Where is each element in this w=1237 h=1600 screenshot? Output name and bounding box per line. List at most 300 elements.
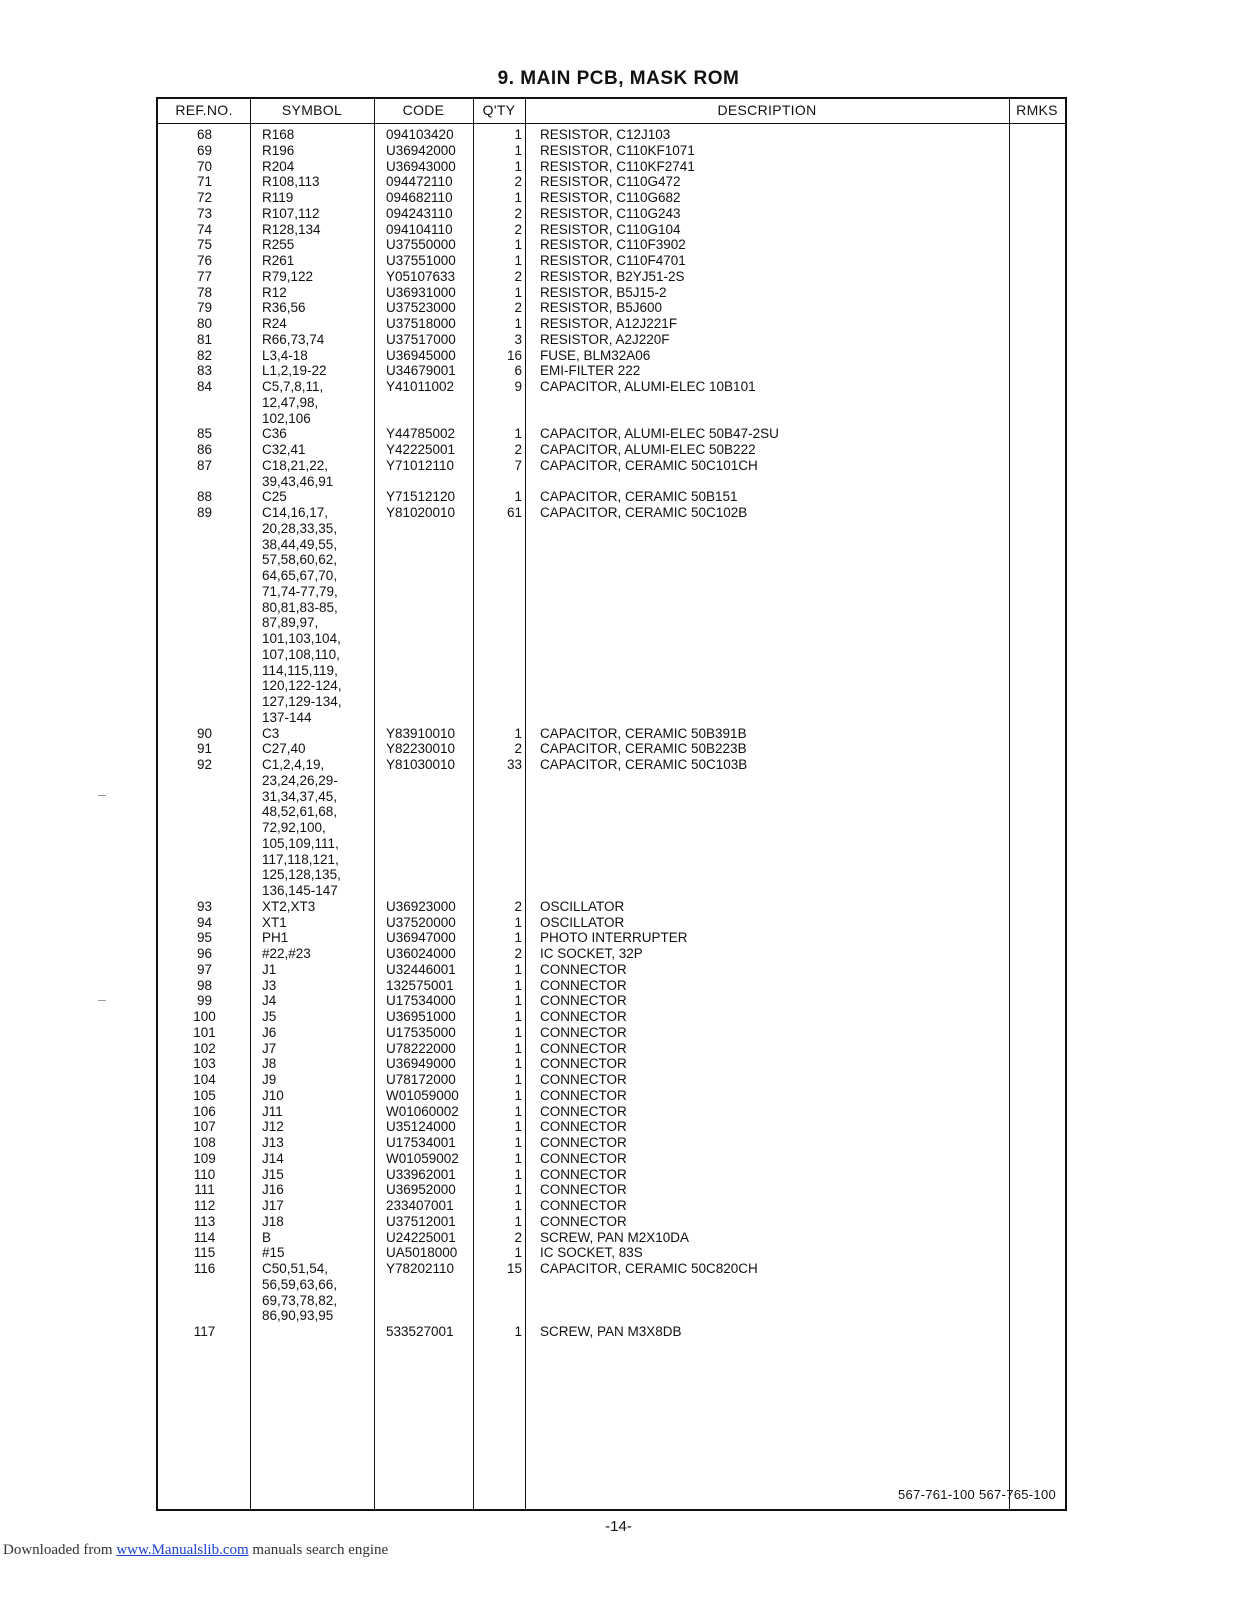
description-cell: RESISTOR, C110G682 xyxy=(540,190,681,205)
code-cell: 094682110 xyxy=(386,190,453,205)
symbol-cell: 105,109,111, xyxy=(262,835,339,851)
symbol-cell: 136,145-147 xyxy=(262,883,338,898)
table-row xyxy=(158,348,1065,364)
symbol-cell: J1 xyxy=(262,961,277,977)
ref-no-cell: 106 xyxy=(193,1103,216,1119)
symbol-cell: 137-144 xyxy=(262,709,312,725)
description-cell: FUSE, BLM32A06 xyxy=(540,347,651,363)
table-row-continuation xyxy=(158,474,1065,490)
ref-no-cell: 109 xyxy=(193,1150,216,1166)
code-cell: Y78202110 xyxy=(386,1261,455,1276)
description-cell: CONNECTOR xyxy=(540,1056,627,1072)
table-row xyxy=(158,143,1065,159)
description-cell: CONNECTOR xyxy=(540,1009,627,1024)
table-row xyxy=(158,1104,1065,1120)
description-cell: CONNECTOR xyxy=(540,1072,627,1087)
symbol-cell: B xyxy=(262,1229,272,1245)
code-cell: Y71512120 xyxy=(386,489,456,505)
ref-no-cell: 79 xyxy=(196,300,213,316)
table-row xyxy=(158,1041,1065,1057)
table-row-continuation xyxy=(158,584,1065,600)
symbol-cell: 114,115,119, xyxy=(262,662,338,678)
symbol-cell: 39,43,46,91 xyxy=(262,473,334,489)
ref-no-cell: 99 xyxy=(196,993,213,1009)
code-cell: U33962001 xyxy=(386,1166,456,1182)
code-cell: Y71012110 xyxy=(386,457,455,473)
header-symbol: SYMBOL xyxy=(281,102,343,118)
table-row-continuation xyxy=(158,836,1065,852)
table-row xyxy=(158,379,1065,395)
table-row xyxy=(158,1056,1065,1072)
qty-cell: 2 xyxy=(514,1229,522,1245)
symbol-cell: J10 xyxy=(262,1087,284,1103)
table-row xyxy=(158,1324,1065,1340)
header-remarks: RMKS xyxy=(1016,102,1058,118)
table-row xyxy=(158,978,1065,994)
description-cell: CAPACITOR, ALUMI-ELEC 10B101 xyxy=(540,379,756,394)
symbol-cell: 69,73,78,82, xyxy=(262,1292,338,1308)
table-row-continuation xyxy=(158,568,1065,584)
page-title: 9. MAIN PCB, MASK ROM xyxy=(497,68,740,89)
table-row-continuation xyxy=(158,600,1065,616)
code-cell: UA5018000 xyxy=(386,1245,458,1261)
table-row xyxy=(158,442,1065,458)
ref-no-cell: 96 xyxy=(196,946,213,961)
description-cell: CONNECTOR xyxy=(540,1198,627,1213)
ref-no-cell: 112 xyxy=(193,1198,216,1213)
symbol-cell: 102,106 xyxy=(262,410,311,426)
table-row-continuation xyxy=(158,521,1065,537)
scan-mark xyxy=(98,1000,106,1001)
ref-no-cell: 86 xyxy=(196,442,213,457)
table-row xyxy=(158,726,1065,742)
description-cell: RESISTOR, C110F3902 xyxy=(540,237,686,253)
description-cell: CAPACITOR, ALUMI-ELEC 50B222 xyxy=(540,442,756,457)
ref-no-cell: 90 xyxy=(196,725,213,741)
table-row-continuation xyxy=(158,867,1065,883)
ref-no-cell: 77 xyxy=(196,268,213,284)
qty-cell: 2 xyxy=(514,741,522,757)
scan-mark xyxy=(98,795,106,796)
symbol-cell: R196 xyxy=(262,142,295,158)
code-cell: U36923000 xyxy=(386,898,456,914)
description-cell: RESISTOR, C110G472 xyxy=(540,174,681,190)
description-cell: CONNECTOR xyxy=(540,977,627,993)
symbol-cell: 38,44,49,55, xyxy=(262,536,338,552)
table-row xyxy=(158,1167,1065,1183)
symbol-cell: J9 xyxy=(262,1072,277,1087)
description-cell: RESISTOR, C110KF1071 xyxy=(540,142,695,158)
code-cell: U36947000 xyxy=(386,930,456,946)
description-cell: CAPACITOR, CERAMIC 50C820CH xyxy=(540,1261,758,1276)
symbol-cell: C25 xyxy=(262,489,287,505)
qty-cell: 1 xyxy=(514,914,522,930)
manualslib-link[interactable]: www.Manualslib.com xyxy=(116,1542,249,1558)
symbol-cell: 64,65,67,70, xyxy=(262,568,338,583)
description-cell: CONNECTOR xyxy=(540,1135,627,1150)
qty-cell: 1 xyxy=(514,1135,522,1150)
description-cell: SCREW, PAN M3X8DB xyxy=(540,1324,682,1339)
qty-cell: 1 xyxy=(514,142,522,158)
code-cell: Y41011002 xyxy=(386,379,455,394)
symbol-cell: J16 xyxy=(262,1182,284,1198)
qty-cell: 2 xyxy=(514,442,522,457)
ref-no-cell: 78 xyxy=(196,284,213,300)
table-row xyxy=(158,1009,1065,1025)
description-cell: RESISTOR, C110F4701 xyxy=(540,253,686,268)
symbol-cell: 86,90,93,95 xyxy=(262,1308,334,1324)
code-cell: U35124000 xyxy=(386,1119,456,1135)
symbol-cell: C32,41 xyxy=(262,442,306,457)
code-cell: 094104110 xyxy=(386,221,453,237)
code-cell: W01059000 xyxy=(386,1087,459,1103)
code-cell: U17535000 xyxy=(386,1024,456,1040)
description-cell: CONNECTOR xyxy=(540,1150,627,1166)
code-cell: Y81020010 xyxy=(386,505,456,520)
code-cell: U36931000 xyxy=(386,284,456,300)
code-cell: U78222000 xyxy=(386,1040,456,1056)
symbol-cell: J12 xyxy=(262,1119,284,1135)
table-row xyxy=(158,1088,1065,1104)
ref-no-cell: 75 xyxy=(196,237,213,253)
qty-cell: 2 xyxy=(514,946,522,961)
table-row-continuation xyxy=(158,852,1065,868)
description-cell: CONNECTOR xyxy=(540,1119,627,1135)
ref-no-cell: 107 xyxy=(193,1119,216,1135)
description-cell: CONNECTOR xyxy=(540,1182,627,1198)
table-row xyxy=(158,1151,1065,1167)
description-cell: CONNECTOR xyxy=(540,1087,627,1103)
ref-no-cell: 103 xyxy=(193,1056,216,1072)
description-cell: CONNECTOR xyxy=(540,1166,627,1182)
table-row xyxy=(158,930,1065,946)
table-row-continuation xyxy=(158,411,1065,427)
symbol-cell: J17 xyxy=(262,1198,284,1213)
header-ref-no: REF.NO. xyxy=(175,102,233,118)
table-row xyxy=(158,1261,1065,1277)
qty-cell: 1 xyxy=(514,1103,522,1119)
description-cell: RESISTOR, A12J221F xyxy=(540,316,678,331)
table-row xyxy=(158,222,1065,238)
symbol-cell: 57,58,60,62, xyxy=(262,552,338,568)
table-row xyxy=(158,1072,1065,1088)
table-row xyxy=(158,316,1065,332)
table-row-continuation xyxy=(158,883,1065,899)
qty-cell: 1 xyxy=(514,127,522,142)
code-cell: Y83910010 xyxy=(386,725,456,741)
symbol-cell: L3,4-18 xyxy=(262,347,308,363)
description-cell: CAPACITOR, CERAMIC 50B391B xyxy=(540,725,747,741)
description-cell: EMI-FILTER 222 xyxy=(540,363,641,379)
code-cell: U36951000 xyxy=(386,1009,456,1024)
ref-no-cell: 110 xyxy=(193,1166,216,1182)
description-cell: RESISTOR, C110G104 xyxy=(540,221,681,237)
table-row xyxy=(158,206,1065,222)
header-description: DESCRIPTION xyxy=(717,102,817,118)
table-row xyxy=(158,253,1065,269)
ref-no-cell: 68 xyxy=(196,127,213,142)
description-cell: RESISTOR, B5J600 xyxy=(540,300,663,316)
table-row-continuation xyxy=(158,678,1065,694)
symbol-cell: C27,40 xyxy=(262,741,306,757)
code-cell: U36952000 xyxy=(386,1182,456,1198)
qty-cell: 1 xyxy=(514,1119,522,1135)
symbol-cell: 117,118,121, xyxy=(262,851,339,867)
symbol-cell: J8 xyxy=(262,1056,277,1072)
table-row xyxy=(158,1182,1065,1198)
description-cell: CONNECTOR xyxy=(540,993,627,1009)
qty-cell: 1 xyxy=(514,1056,522,1072)
table-row xyxy=(158,1025,1065,1041)
symbol-cell: J7 xyxy=(262,1040,277,1056)
symbol-cell: #22,#23 xyxy=(262,946,311,961)
ref-no-cell: 98 xyxy=(196,977,213,993)
symbol-cell: C5,7,8,11, xyxy=(262,379,324,394)
symbol-cell: XT1 xyxy=(262,914,287,930)
qty-cell: 7 xyxy=(514,457,522,473)
qty-cell: 2 xyxy=(514,898,522,914)
symbol-cell: 87,89,97, xyxy=(262,615,319,631)
table-row xyxy=(158,159,1065,175)
table-row xyxy=(158,174,1065,190)
code-cell: 094243110 xyxy=(386,205,453,221)
table-row xyxy=(158,1135,1065,1151)
table-row xyxy=(158,915,1065,931)
qty-cell: 15 xyxy=(506,1261,522,1276)
symbol-cell: 101,103,104, xyxy=(262,631,341,646)
ref-no-cell: 69 xyxy=(196,142,213,158)
table-row xyxy=(158,757,1065,773)
symbol-cell: R107,112 xyxy=(262,205,320,221)
table-row xyxy=(158,363,1065,379)
symbol-cell: J3 xyxy=(262,977,277,993)
table-row-continuation xyxy=(158,773,1065,789)
table-row xyxy=(158,1214,1065,1230)
header-code: CODE xyxy=(402,102,445,118)
description-cell: RESISTOR, C110KF2741 xyxy=(540,158,695,174)
description-cell: CAPACITOR, CERAMIC 50C103B xyxy=(540,757,748,772)
qty-cell: 1 xyxy=(514,489,522,505)
code-cell: U37517000 xyxy=(386,331,456,347)
qty-cell: 1 xyxy=(514,977,522,993)
symbol-cell: J15 xyxy=(262,1166,284,1182)
header-qty: Q'TY xyxy=(482,102,516,118)
ref-no-cell: 102 xyxy=(193,1040,216,1056)
description-cell: CAPACITOR, CERAMIC 50C102B xyxy=(540,505,748,520)
qty-cell: 1 xyxy=(514,930,522,946)
code-cell: Y81030010 xyxy=(386,757,456,772)
qty-cell: 16 xyxy=(506,347,522,363)
qty-cell: 2 xyxy=(514,268,522,284)
code-cell: Y82230010 xyxy=(386,741,456,757)
ref-no-cell: 117 xyxy=(193,1324,216,1339)
symbol-cell: C1,2,4,19, xyxy=(262,757,325,772)
ref-no-cell: 92 xyxy=(196,757,213,772)
qty-cell: 1 xyxy=(514,1198,522,1213)
ref-no-cell: 82 xyxy=(196,347,213,363)
code-cell: U37523000 xyxy=(386,300,456,316)
symbol-cell: R108,113 xyxy=(262,174,320,190)
qty-cell: 1 xyxy=(514,1087,522,1103)
table-row-continuation xyxy=(158,1308,1065,1324)
ref-no-cell: 100 xyxy=(193,1009,216,1024)
code-cell: U37512001 xyxy=(386,1213,456,1229)
table-row xyxy=(158,489,1065,505)
qty-cell: 33 xyxy=(506,757,522,772)
table-row-continuation xyxy=(158,694,1065,710)
description-cell: PHOTO INTERRUPTER xyxy=(540,930,688,946)
footer-suffix: manuals search engine xyxy=(248,1542,389,1558)
description-cell: RESISTOR, C12J103 xyxy=(540,127,671,142)
qty-cell: 1 xyxy=(514,1040,522,1056)
symbol-cell: XT2,XT3 xyxy=(262,898,316,914)
symbol-cell: R36,56 xyxy=(262,300,306,316)
description-cell: RESISTOR, B2YJ51-2S xyxy=(540,268,685,284)
code-cell: U37520000 xyxy=(386,914,456,930)
model-numbers: 567-761-100 567-765-100 xyxy=(898,1487,1056,1502)
symbol-cell: C36 xyxy=(262,426,287,442)
description-cell: CAPACITOR, ALUMI-ELEC 50B47-2SU xyxy=(540,426,779,442)
code-cell: Y05107633 xyxy=(386,268,456,284)
symbol-cell: 72,92,100, xyxy=(262,820,326,835)
table-row-continuation xyxy=(158,647,1065,663)
symbol-cell: C14,16,17, xyxy=(262,505,329,520)
code-cell: U36024000 xyxy=(386,946,456,961)
table-row xyxy=(158,962,1065,978)
symbol-cell: J4 xyxy=(262,993,277,1009)
ref-no-cell: 85 xyxy=(196,426,213,442)
qty-cell: 1 xyxy=(514,1009,522,1024)
description-cell: CONNECTOR xyxy=(540,1040,627,1056)
ref-no-cell: 80 xyxy=(196,316,213,331)
symbol-cell: 56,59,63,66, xyxy=(262,1276,338,1292)
qty-cell: 1 xyxy=(514,426,522,442)
description-cell: CAPACITOR, CERAMIC 50B223B xyxy=(540,741,747,757)
qty-cell: 2 xyxy=(514,221,522,237)
qty-cell: 1 xyxy=(514,253,522,268)
code-cell: W01059002 xyxy=(386,1150,459,1166)
ref-no-cell: 84 xyxy=(196,379,213,394)
qty-cell: 1 xyxy=(514,1245,522,1261)
ref-no-cell: 88 xyxy=(196,489,213,505)
table-row xyxy=(158,1230,1065,1246)
table-row-continuation xyxy=(158,1293,1065,1309)
qty-cell: 9 xyxy=(514,379,522,394)
description-cell: CONNECTOR xyxy=(540,1103,627,1119)
symbol-cell: 12,47,98, xyxy=(262,394,319,410)
symbol-cell: R168 xyxy=(262,127,295,142)
description-cell: CAPACITOR, CERAMIC 50B151 xyxy=(540,489,738,505)
ref-no-cell: 91 xyxy=(196,741,213,757)
symbol-cell: C18,21,22, xyxy=(262,457,329,473)
table-row-continuation xyxy=(158,552,1065,568)
code-cell: 094103420 xyxy=(386,127,454,142)
ref-no-cell: 113 xyxy=(193,1213,216,1229)
code-cell: Y44785002 xyxy=(386,426,456,442)
symbol-cell: #15 xyxy=(262,1245,285,1261)
code-cell: 533527001 xyxy=(386,1324,454,1339)
table-body xyxy=(158,127,1065,1340)
ref-no-cell: 87 xyxy=(196,457,213,473)
description-cell: SCREW, PAN M2X10DA xyxy=(540,1229,690,1245)
ref-no-cell: 101 xyxy=(193,1024,216,1040)
symbol-cell: R24 xyxy=(262,316,287,331)
code-cell: 132575001 xyxy=(386,977,454,993)
symbol-cell: J18 xyxy=(262,1213,284,1229)
symbol-cell: R66,73,74 xyxy=(262,331,325,347)
qty-cell: 1 xyxy=(514,1166,522,1182)
qty-cell: 1 xyxy=(514,1024,522,1040)
description-cell: CONNECTOR xyxy=(540,1213,627,1229)
code-cell: W01060002 xyxy=(386,1103,459,1119)
table-row xyxy=(158,993,1065,1009)
code-cell: U37518000 xyxy=(386,316,456,331)
ref-no-cell: 70 xyxy=(196,158,213,174)
table-row xyxy=(158,127,1065,143)
ref-no-cell: 116 xyxy=(193,1261,216,1276)
qty-cell: 1 xyxy=(514,158,522,174)
table-row xyxy=(158,505,1065,521)
table-row-continuation xyxy=(158,615,1065,631)
qty-cell: 1 xyxy=(514,993,522,1009)
ref-no-cell: 94 xyxy=(196,914,213,930)
symbol-cell: 48,52,61,68, xyxy=(262,804,338,820)
table-row xyxy=(158,332,1065,348)
download-footer xyxy=(3,1542,388,1559)
code-cell: U36942000 xyxy=(386,142,456,158)
qty-cell: 1 xyxy=(514,316,522,331)
qty-cell: 1 xyxy=(514,1213,522,1229)
symbol-cell: 31,34,37,45, xyxy=(262,788,338,804)
qty-cell: 3 xyxy=(514,331,522,347)
code-cell: U37550000 xyxy=(386,237,456,253)
qty-cell: 1 xyxy=(514,1324,522,1339)
qty-cell: 1 xyxy=(514,1150,522,1166)
header-rule xyxy=(158,123,1065,124)
symbol-cell: 107,108,110, xyxy=(262,646,340,662)
symbol-cell: C50,51,54, xyxy=(262,1261,329,1276)
table-row xyxy=(158,426,1065,442)
qty-cell: 2 xyxy=(514,174,522,190)
ref-no-cell: 114 xyxy=(193,1229,216,1245)
symbol-cell: PH1 xyxy=(262,930,289,946)
ref-no-cell: 115 xyxy=(193,1245,216,1261)
symbol-cell: J14 xyxy=(262,1150,284,1166)
table-row xyxy=(158,237,1065,253)
qty-cell: 1 xyxy=(514,1072,522,1087)
table-row xyxy=(158,741,1065,757)
code-cell: Y42225001 xyxy=(386,442,456,457)
symbol-cell: R79,122 xyxy=(262,268,314,284)
table-row-continuation xyxy=(158,631,1065,647)
qty-cell: 2 xyxy=(514,205,522,221)
table-row xyxy=(158,190,1065,206)
code-cell: U36943000 xyxy=(386,158,456,174)
table-row xyxy=(158,285,1065,301)
table-row-continuation xyxy=(158,820,1065,836)
symbol-cell: 23,24,26,29- xyxy=(262,772,338,788)
code-cell: U36945000 xyxy=(386,347,456,363)
symbol-cell: 125,128,135, xyxy=(262,867,341,883)
code-cell: U36949000 xyxy=(386,1056,456,1072)
ref-no-cell: 71 xyxy=(196,174,213,190)
ref-no-cell: 73 xyxy=(196,205,213,221)
description-cell: CONNECTOR xyxy=(540,961,627,977)
symbol-cell: J5 xyxy=(262,1009,277,1024)
code-cell: U17534000 xyxy=(386,993,456,1009)
symbol-cell: R12 xyxy=(262,284,287,300)
ref-no-cell: 111 xyxy=(194,1182,215,1198)
